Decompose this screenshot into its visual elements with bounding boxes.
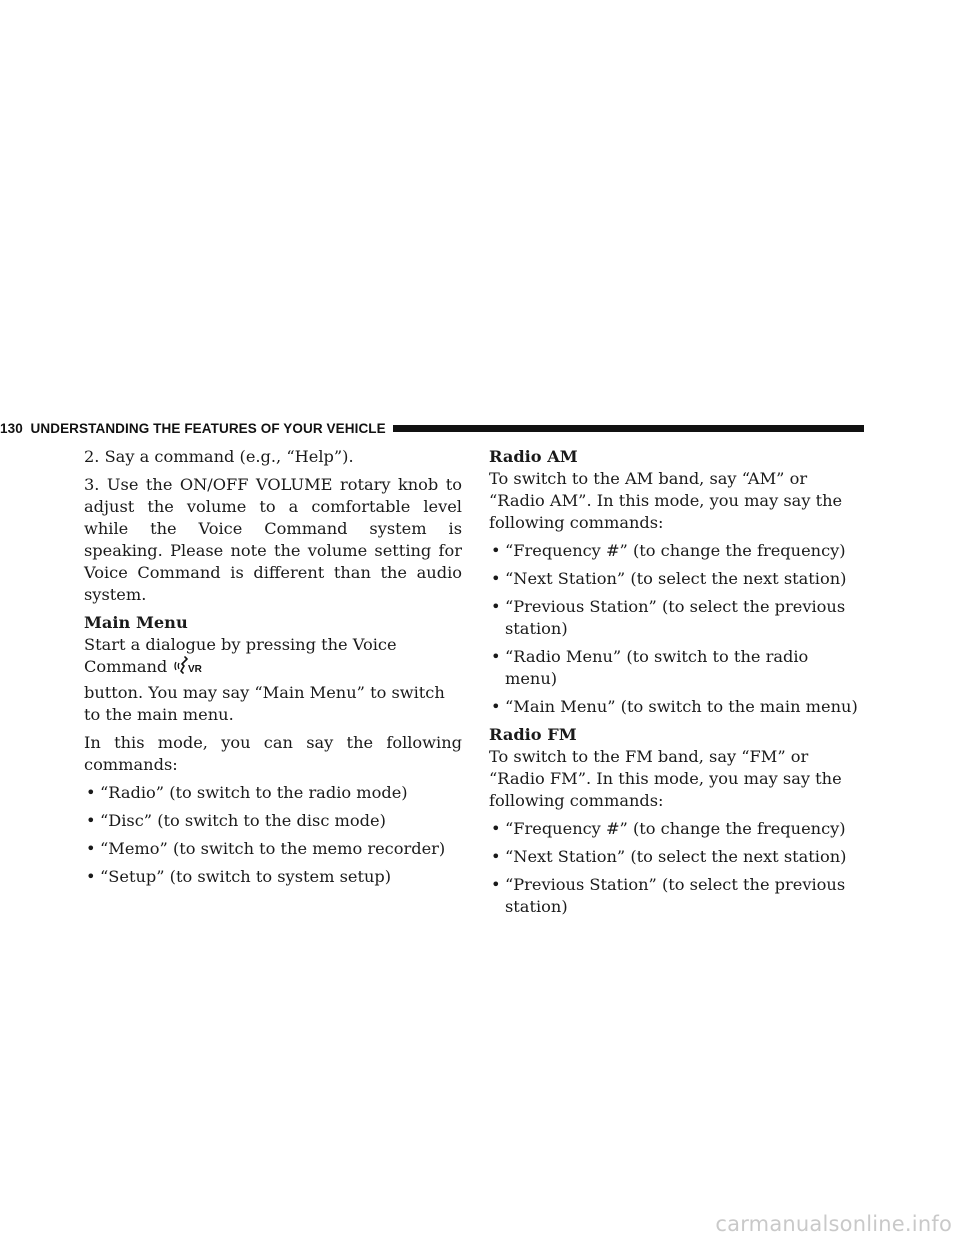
bullet: • — [491, 569, 501, 588]
main-menu-commands — [84, 782, 462, 888]
list-item: • “Previous Station” (to select the previous station) — [491, 597, 846, 638]
main-menu-text-after: button. You may say “Main Menu” to switch to the main menu. — [84, 683, 445, 724]
watermark: carmanualsonline.info — [715, 1212, 952, 1236]
list-item: • “Next Station” (to select the next station) — [491, 847, 847, 866]
list-item: • “Main Menu” (to switch to the main menu) — [491, 697, 858, 716]
bullet: • — [86, 839, 96, 858]
voice-command-icon-label: VR — [188, 664, 203, 675]
bullet: • — [491, 541, 501, 560]
radio-fm-intro: To switch to the FM band, say “FM” or “Radio FM”. In this mode, you may say the following commands: — [489, 747, 842, 810]
section-title: UNDERSTANDING THE FEATURES OF YOUR VEHICLE — [30, 420, 386, 436]
left-column — [84, 446, 462, 894]
radio-fm-commands — [489, 818, 865, 918]
bullet: • — [86, 867, 96, 886]
list-item: • “Setup” (to switch to system setup) — [86, 867, 392, 886]
radio-am-intro: To switch to the AM band, say “AM” or “Radio AM”. In this mode, you may say the following commands: — [489, 469, 843, 532]
right-column — [489, 446, 865, 924]
voice-command-icon — [173, 656, 203, 682]
bullet: • — [491, 597, 501, 616]
header-rule — [393, 425, 864, 432]
page-number: 130 — [0, 420, 23, 436]
list-item: • “Frequency #” (to change the frequency) — [491, 541, 846, 560]
step-3: 3. Use the ON/OFF VOLUME rotary knob to adjust the volume to a comfortable level while the Voice Command system is speaking. Please note the volume setting for Voice Command is different than the audio system. — [84, 475, 462, 604]
step-2: 2. Say a command (e.g., “Help”). — [84, 447, 354, 466]
radio-am-heading: Radio AM — [489, 447, 578, 466]
page-header-text — [0, 421, 393, 436]
bullet: • — [491, 847, 501, 866]
list-item: • “Frequency #” (to change the frequency) — [491, 819, 846, 838]
radio-am-commands — [489, 540, 865, 718]
list-item: • “Disc” (to switch to the disc mode) — [86, 811, 386, 830]
bullet: • — [491, 647, 501, 666]
mode-intro: In this mode, you can say the following commands: — [84, 733, 462, 774]
bullet: • — [86, 811, 96, 830]
main-menu-paragraph — [84, 634, 462, 726]
bullet: • — [491, 819, 501, 838]
list-item: • “Radio Menu” (to switch to the radio menu) — [491, 647, 809, 688]
list-item: • “Radio” (to switch to the radio mode) — [86, 783, 408, 802]
bullet: • — [491, 875, 501, 894]
main-menu-heading: Main Menu — [84, 613, 188, 632]
radio-fm-heading: Radio FM — [489, 725, 577, 744]
page-header — [0, 418, 864, 438]
list-item: • “Previous Station” (to select the previous station) — [491, 875, 846, 916]
bullet: • — [86, 783, 96, 802]
bullet: • — [491, 697, 501, 716]
list-item: • “Next Station” (to select the next station) — [491, 569, 847, 588]
list-item: • “Memo” (to switch to the memo recorder) — [86, 839, 446, 858]
main-menu-text-before: Start a dialogue by pressing the Voice Command — [84, 635, 397, 676]
